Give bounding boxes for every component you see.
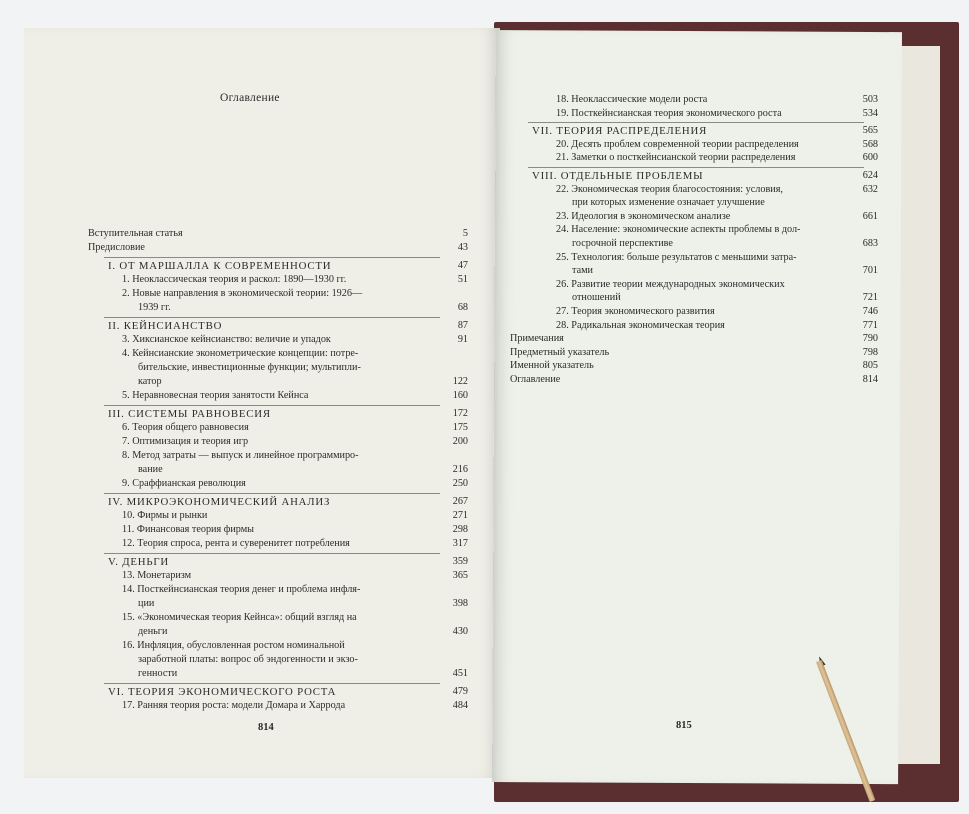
toc-page-number: 47 bbox=[457, 260, 468, 271]
toc-page-number: 43 bbox=[457, 242, 468, 253]
toc-page-number: 91 bbox=[457, 334, 468, 345]
toc-entry bbox=[556, 279, 785, 291]
toc-page-number: 798 bbox=[862, 346, 878, 358]
toc-entry-title: Предисловие bbox=[88, 242, 145, 253]
toc-entry bbox=[572, 197, 765, 209]
toc-page-number: 701 bbox=[862, 265, 878, 277]
section-divider bbox=[528, 122, 864, 123]
toc-entry bbox=[122, 510, 207, 522]
toc-entry-title: заработной платы: вопрос об эндогенности и экзо- bbox=[138, 654, 358, 665]
right-page-number: 815 bbox=[676, 720, 692, 731]
toc-entry bbox=[122, 478, 246, 490]
toc-entry-title: деньги bbox=[138, 626, 168, 637]
toc-entry-title: 1939 гг. bbox=[138, 302, 171, 313]
toc-entry bbox=[556, 306, 715, 318]
section-divider bbox=[104, 405, 440, 406]
toc-entry-title: 3. Хиксианское кейнсианство: величие и упадок bbox=[122, 334, 331, 345]
toc-page-number: 479 bbox=[452, 686, 468, 697]
toc-entry bbox=[556, 108, 782, 120]
toc-entry-title: вание bbox=[138, 464, 163, 475]
toc-entry-title: госрочной перспективе bbox=[572, 238, 673, 249]
toc-page-number: 721 bbox=[862, 292, 878, 304]
toc-page-number: 771 bbox=[862, 319, 878, 331]
toc-entry-title: 1. Неоклассическая теория и раскол: 1890—1930 гг. bbox=[122, 274, 347, 285]
toc-entry bbox=[556, 184, 783, 196]
toc-entry bbox=[510, 374, 560, 386]
toc-entry bbox=[88, 228, 183, 240]
toc-page-number: 271 bbox=[452, 510, 468, 521]
toc-page-number: 534 bbox=[862, 107, 878, 119]
toc-entry bbox=[556, 152, 795, 164]
toc-entry-title: V. ДЕНЬГИ bbox=[108, 556, 169, 568]
toc-page-number: 683 bbox=[862, 238, 878, 249]
toc-entry-title: 5. Неравновесная теория занятости Кейнса bbox=[122, 390, 309, 401]
toc-page-number: 805 bbox=[862, 360, 878, 372]
section-divider bbox=[104, 493, 440, 494]
toc-page-number: 568 bbox=[862, 138, 878, 150]
toc-page-number: 267 bbox=[452, 496, 468, 507]
toc-entry bbox=[122, 584, 360, 596]
toc-page-number: 624 bbox=[862, 170, 878, 181]
toc-section bbox=[532, 125, 707, 137]
toc-entry bbox=[138, 302, 171, 314]
toc-entry-title: II. КЕЙНСИАНСТВО bbox=[108, 320, 223, 332]
toc-entry-title: I. ОТ МАРШАЛЛА К СОВРЕМЕННОСТИ bbox=[108, 260, 332, 272]
toc-section bbox=[108, 556, 169, 568]
toc-entry bbox=[138, 654, 358, 666]
toc-entry bbox=[510, 347, 609, 359]
toc-entry-title: 4. Кейнсианские эконометрические концепции: потре- bbox=[122, 348, 359, 359]
toc-entry bbox=[138, 464, 163, 476]
toc-page-number: 51 bbox=[457, 274, 468, 285]
toc-page-number: 484 bbox=[452, 700, 468, 711]
toc-entry-title: 11. Финансовая теория фирмы bbox=[122, 524, 255, 535]
toc-entry-title: VI. ТЕОРИЯ ЭКОНОМИЧЕСКОГО РОСТА bbox=[108, 686, 337, 698]
toc-section bbox=[108, 686, 336, 698]
toc-entry bbox=[138, 376, 162, 388]
toc-page-number: 200 bbox=[452, 436, 468, 447]
left-page-number: 814 bbox=[258, 722, 274, 733]
toc-page-number: 122 bbox=[452, 376, 468, 387]
toc-entry-title: 6. Теория общего равновесия bbox=[122, 422, 249, 433]
toc-entry-title: 8. Метод затраты — выпуск и линейное программиро- bbox=[122, 450, 359, 461]
toc-entry-title: 15. «Экономическая теория Кейнса»: общий взгляд на bbox=[122, 612, 357, 623]
toc-page-number: 250 bbox=[452, 478, 468, 489]
toc-entry bbox=[122, 334, 331, 346]
toc-entry-title: Оглавление bbox=[510, 374, 561, 385]
toc-entry-title: 18. Неоклассические модели роста bbox=[556, 94, 708, 105]
toc-entry-title: 14. Посткейнсианская теория денег и проблема инфля- bbox=[122, 584, 361, 595]
toc-entry bbox=[122, 640, 345, 652]
toc-page-number: 317 bbox=[452, 538, 468, 549]
toc-entry bbox=[556, 320, 725, 332]
toc-page-number: 814 bbox=[862, 374, 878, 385]
toc-entry bbox=[138, 668, 177, 680]
toc-entry bbox=[122, 390, 308, 402]
toc-entry-title: Примечания bbox=[510, 333, 564, 345]
toc-entry-title: 7. Оптимизация и теория игр bbox=[122, 436, 249, 447]
toc-entry bbox=[122, 612, 357, 624]
toc-section bbox=[108, 496, 330, 508]
toc-entry bbox=[122, 274, 346, 286]
toc-page-number: 175 bbox=[452, 422, 468, 433]
toc-entry bbox=[572, 292, 621, 304]
toc-entry-title: 16. Инфляция, обусловленная ростом номинальной bbox=[122, 640, 345, 651]
toc-entry bbox=[510, 333, 564, 345]
toc-page-number: 632 bbox=[862, 183, 878, 195]
toc-entry bbox=[122, 348, 358, 360]
toc-page-number: 398 bbox=[452, 598, 468, 609]
toc-page-number: 790 bbox=[862, 333, 878, 345]
toc-entry bbox=[556, 224, 800, 236]
toc-page-number: 565 bbox=[862, 125, 878, 137]
toc-section bbox=[108, 260, 331, 272]
toc-entry-title: 19. Посткейнсианская теория экономического роста bbox=[556, 107, 782, 119]
toc-entry-title: тами bbox=[572, 265, 593, 277]
toc-entry-title: катор bbox=[138, 376, 162, 387]
toc-page-number: 298 bbox=[452, 524, 468, 535]
toc-entry-title: 22. Экономическая теория благосостояния: условия, bbox=[556, 183, 783, 195]
section-divider bbox=[528, 167, 864, 168]
toc-entry-title: при которых изменение означает улучшение bbox=[572, 197, 765, 209]
toc-entry-title: Именной указатель bbox=[510, 360, 594, 372]
toc-entry-title: VIII. ОТДЕЛЬНЫЕ ПРОБЛЕМЫ bbox=[532, 170, 704, 182]
toc-page-number: 365 bbox=[452, 570, 468, 581]
section-divider bbox=[104, 683, 440, 684]
toc-entry bbox=[572, 265, 593, 277]
section-divider bbox=[104, 257, 440, 258]
toc-entry bbox=[122, 538, 350, 550]
section-divider bbox=[104, 553, 440, 554]
toc-entry-title: 27. Теория экономического развития bbox=[556, 306, 715, 317]
toc-entry-title: 17. Ранняя теория роста: модели Домара и Харрода bbox=[122, 700, 346, 711]
toc-entry-title: III. СИСТЕМЫ РАВНОВЕСИЯ bbox=[108, 408, 271, 420]
toc-entry-title: Вступительная статья bbox=[88, 228, 183, 239]
toc-entry-title: 9. Сраффианская революция bbox=[122, 478, 246, 489]
toc-entry-title: VII. ТЕОРИЯ РАСПРЕДЕЛЕНИЯ bbox=[532, 125, 708, 138]
toc-entry-title: ции bbox=[138, 598, 155, 609]
toc-page-number: 600 bbox=[862, 152, 878, 164]
toc-page-number: 87 bbox=[457, 320, 468, 331]
toc-entry bbox=[122, 524, 254, 536]
toc-entry bbox=[138, 626, 167, 638]
toc-entry-title: 25. Технология: больше результатов с меньшими затра- bbox=[556, 251, 797, 263]
toc-page-number: 160 bbox=[452, 390, 468, 401]
toc-entry-title: 12. Теория спроса, рента и суверенитет потребления bbox=[122, 538, 350, 549]
toc-page-number: 661 bbox=[862, 210, 878, 222]
toc-entry-title: генности bbox=[138, 668, 178, 679]
toc-entry-title: 13. Монетаризм bbox=[122, 570, 192, 581]
toc-section bbox=[108, 408, 271, 420]
toc-page-number: 172 bbox=[452, 408, 468, 419]
toc-page-number: 746 bbox=[862, 306, 878, 317]
toc-entry bbox=[138, 598, 154, 610]
toc-entry-title: 21. Заметки о посткейнсианской теории распределения bbox=[556, 152, 796, 164]
toc-entry-title: 24. Население: экономические аспекты проблемы в дол- bbox=[556, 224, 801, 236]
toc-entry bbox=[122, 288, 362, 300]
toc-page-number: 68 bbox=[457, 302, 468, 313]
toc-entry bbox=[122, 700, 345, 712]
toc-page-number: 451 bbox=[452, 668, 468, 679]
toc-entry bbox=[556, 252, 797, 264]
toc-heading: Оглавление bbox=[220, 92, 280, 104]
toc-page-number: 216 bbox=[452, 464, 468, 475]
toc-entry-title: 23. Идеология в экономическом анализе bbox=[556, 210, 731, 222]
toc-entry bbox=[572, 238, 673, 250]
toc-page-number: 430 bbox=[452, 626, 468, 637]
toc-entry-title: отношений bbox=[572, 292, 621, 304]
toc-section bbox=[108, 320, 222, 332]
toc-entry bbox=[122, 450, 359, 462]
section-divider bbox=[104, 317, 440, 318]
toc-entry-title: 2. Новые направления в экономической теории: 1926— bbox=[122, 288, 363, 299]
toc-entry-title: IV. МИКРОЭКОНОМИЧЕСКИЙ АНАЛИЗ bbox=[108, 496, 331, 508]
toc-entry-title: 26. Развитие теории международных экономических bbox=[556, 278, 785, 290]
toc-entry bbox=[556, 94, 707, 106]
toc-entry-title: 20. Десять проблем современной теории распределения bbox=[556, 138, 799, 150]
toc-entry-title: Предметный указатель bbox=[510, 346, 610, 358]
toc-page-number: 503 bbox=[862, 94, 878, 105]
toc-entry bbox=[122, 570, 191, 582]
toc-entry bbox=[556, 139, 799, 151]
toc-entry bbox=[510, 360, 594, 372]
toc-entry bbox=[88, 242, 145, 254]
toc-entry bbox=[138, 362, 361, 374]
toc-page-number: 5 bbox=[462, 228, 468, 239]
toc-entry bbox=[122, 422, 249, 434]
toc-section bbox=[532, 170, 703, 182]
toc-page-number: 359 bbox=[452, 556, 468, 567]
toc-entry-title: 10. Фирмы и рынки bbox=[122, 510, 208, 521]
toc-entry-title: 28. Радикальная экономическая теория bbox=[556, 319, 725, 331]
toc-entry-title: бительские, инвестиционные функции; мультипли- bbox=[138, 362, 361, 373]
toc-entry bbox=[122, 436, 248, 448]
toc-entry bbox=[556, 211, 730, 223]
